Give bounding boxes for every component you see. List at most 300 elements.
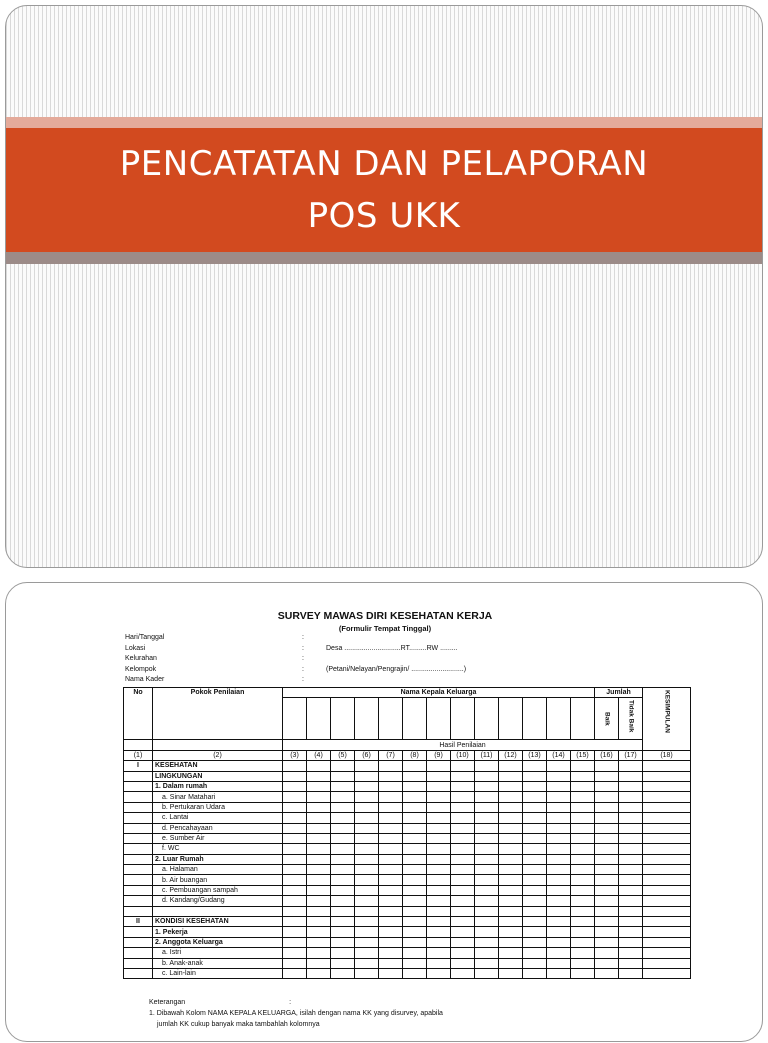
entry-cell[interactable] [547,875,571,885]
entry-cell[interactable] [619,771,643,781]
entry-cell[interactable] [571,844,595,854]
entry-cell[interactable] [427,906,451,916]
entry-cell[interactable] [283,968,307,978]
entry-cell[interactable] [595,906,619,916]
entry-cell[interactable] [547,771,571,781]
entry-cell[interactable] [355,761,379,771]
entry-cell[interactable] [331,761,355,771]
entry-cell[interactable] [475,906,499,916]
entry-cell[interactable] [427,958,451,968]
entry-cell[interactable] [355,854,379,864]
entry-cell[interactable] [307,844,331,854]
entry-cell[interactable] [355,833,379,843]
entry-cell[interactable] [643,927,691,937]
entry-cell[interactable] [307,927,331,937]
entry-cell[interactable] [355,792,379,802]
entry-cell[interactable] [595,885,619,895]
entry-cell[interactable] [571,948,595,958]
entry-cell[interactable] [595,937,619,947]
entry-cell[interactable] [451,896,475,906]
entry-cell[interactable] [499,865,523,875]
entry-cell[interactable] [283,813,307,823]
entry-cell[interactable] [451,792,475,802]
entry-cell[interactable] [427,875,451,885]
entry-cell[interactable] [355,844,379,854]
entry-cell[interactable] [475,833,499,843]
entry-cell[interactable] [283,885,307,895]
entry-cell[interactable] [427,927,451,937]
entry-cell[interactable] [523,823,547,833]
entry-cell[interactable] [451,771,475,781]
entry-cell[interactable] [403,781,427,791]
entry-cell[interactable] [547,823,571,833]
entry-cell[interactable] [523,937,547,947]
entry-cell[interactable] [475,948,499,958]
entry-cell[interactable] [643,761,691,771]
entry-cell[interactable] [427,865,451,875]
entry-cell[interactable] [571,813,595,823]
entry-cell[interactable] [355,896,379,906]
entry-cell[interactable] [619,761,643,771]
entry-cell[interactable] [355,927,379,937]
entry-cell[interactable] [499,833,523,843]
entry-cell[interactable] [427,813,451,823]
entry-cell[interactable] [379,968,403,978]
entry-cell[interactable] [451,844,475,854]
entry-cell[interactable] [403,802,427,812]
entry-cell[interactable] [571,781,595,791]
entry-cell[interactable] [475,875,499,885]
entry-cell[interactable] [475,771,499,781]
entry-cell[interactable] [523,854,547,864]
entry-cell[interactable] [619,865,643,875]
entry-cell[interactable] [403,761,427,771]
entry-cell[interactable] [475,823,499,833]
entry-cell[interactable] [523,813,547,823]
entry-cell[interactable] [619,948,643,958]
entry-cell[interactable] [307,792,331,802]
entry-cell[interactable] [379,823,403,833]
entry-cell[interactable] [331,792,355,802]
entry-cell[interactable] [283,948,307,958]
entry-cell[interactable] [475,885,499,895]
entry-cell[interactable] [499,771,523,781]
entry-cell[interactable] [403,854,427,864]
entry-cell[interactable] [499,844,523,854]
entry-cell[interactable] [595,854,619,864]
entry-cell[interactable] [547,917,571,927]
entry-cell[interactable] [475,927,499,937]
entry-cell[interactable] [331,823,355,833]
entry-cell[interactable] [547,896,571,906]
entry-cell[interactable] [379,813,403,823]
entry-cell[interactable] [403,896,427,906]
entry-cell[interactable] [547,844,571,854]
entry-cell[interactable] [547,937,571,947]
entry-cell[interactable] [379,771,403,781]
entry-cell[interactable] [619,885,643,895]
entry-cell[interactable] [619,958,643,968]
entry-cell[interactable] [283,865,307,875]
entry-cell[interactable] [283,802,307,812]
entry-cell[interactable] [403,968,427,978]
entry-cell[interactable] [571,833,595,843]
entry-cell[interactable] [475,761,499,771]
entry-cell[interactable] [307,937,331,947]
entry-cell[interactable] [523,927,547,937]
entry-cell[interactable] [499,854,523,864]
entry-cell[interactable] [403,927,427,937]
entry-cell[interactable] [475,937,499,947]
entry-cell[interactable] [643,833,691,843]
entry-cell[interactable] [547,865,571,875]
entry-cell[interactable] [379,937,403,947]
entry-cell[interactable] [355,948,379,958]
entry-cell[interactable] [283,896,307,906]
entry-cell[interactable] [571,917,595,927]
entry-cell[interactable] [619,927,643,937]
entry-cell[interactable] [307,917,331,927]
entry-cell[interactable] [499,823,523,833]
entry-cell[interactable] [331,833,355,843]
entry-cell[interactable] [451,833,475,843]
entry-cell[interactable] [355,875,379,885]
entry-cell[interactable] [499,885,523,895]
entry-cell[interactable] [595,802,619,812]
entry-cell[interactable] [475,792,499,802]
entry-cell[interactable] [619,781,643,791]
entry-cell[interactable] [451,854,475,864]
entry-cell[interactable] [307,906,331,916]
entry-cell[interactable] [451,927,475,937]
entry-cell[interactable] [379,958,403,968]
entry-cell[interactable] [595,781,619,791]
entry-cell[interactable] [379,833,403,843]
entry-cell[interactable] [643,781,691,791]
entry-cell[interactable] [283,854,307,864]
entry-cell[interactable] [523,875,547,885]
entry-cell[interactable] [283,833,307,843]
entry-cell[interactable] [331,844,355,854]
entry-cell[interactable] [307,833,331,843]
entry-cell[interactable] [643,906,691,916]
entry-cell[interactable] [595,844,619,854]
entry-cell[interactable] [595,958,619,968]
entry-cell[interactable] [355,823,379,833]
entry-cell[interactable] [643,802,691,812]
entry-cell[interactable] [547,854,571,864]
entry-cell[interactable] [571,958,595,968]
entry-cell[interactable] [379,844,403,854]
entry-cell[interactable] [523,896,547,906]
entry-cell[interactable] [547,948,571,958]
entry-cell[interactable] [499,802,523,812]
entry-cell[interactable] [547,968,571,978]
entry-cell[interactable] [307,958,331,968]
entry-cell[interactable] [571,823,595,833]
entry-cell[interactable] [619,896,643,906]
entry-cell[interactable] [499,906,523,916]
entry-cell[interactable] [403,906,427,916]
entry-cell[interactable] [379,885,403,895]
entry-cell[interactable] [523,865,547,875]
entry-cell[interactable] [283,771,307,781]
entry-cell[interactable] [547,927,571,937]
entry-cell[interactable] [547,833,571,843]
entry-cell[interactable] [355,802,379,812]
entry-cell[interactable] [571,885,595,895]
entry-cell[interactable] [403,833,427,843]
entry-cell[interactable] [451,917,475,927]
entry-cell[interactable] [355,813,379,823]
entry-cell[interactable] [331,865,355,875]
entry-cell[interactable] [307,875,331,885]
entry-cell[interactable] [643,823,691,833]
entry-cell[interactable] [499,813,523,823]
entry-cell[interactable] [475,958,499,968]
entry-cell[interactable] [379,875,403,885]
entry-cell[interactable] [307,885,331,895]
entry-cell[interactable] [571,771,595,781]
entry-cell[interactable] [427,948,451,958]
entry-cell[interactable] [475,917,499,927]
entry-cell[interactable] [619,875,643,885]
entry-cell[interactable] [499,968,523,978]
entry-cell[interactable] [571,896,595,906]
entry-cell[interactable] [451,885,475,895]
entry-cell[interactable] [307,865,331,875]
entry-cell[interactable] [451,948,475,958]
entry-cell[interactable] [595,875,619,885]
entry-cell[interactable] [643,875,691,885]
entry-cell[interactable] [307,771,331,781]
entry-cell[interactable] [307,802,331,812]
entry-cell[interactable] [619,906,643,916]
entry-cell[interactable] [331,813,355,823]
entry-cell[interactable] [451,781,475,791]
entry-cell[interactable] [283,958,307,968]
entry-cell[interactable] [355,771,379,781]
entry-cell[interactable] [643,854,691,864]
entry-cell[interactable] [403,792,427,802]
entry-cell[interactable] [283,823,307,833]
entry-cell[interactable] [307,813,331,823]
entry-cell[interactable] [619,968,643,978]
entry-cell[interactable] [355,885,379,895]
entry-cell[interactable] [595,968,619,978]
entry-cell[interactable] [283,761,307,771]
entry-cell[interactable] [643,958,691,968]
entry-cell[interactable] [643,896,691,906]
entry-cell[interactable] [331,854,355,864]
entry-cell[interactable] [283,906,307,916]
entry-cell[interactable] [427,781,451,791]
entry-cell[interactable] [571,792,595,802]
entry-cell[interactable] [427,761,451,771]
entry-cell[interactable] [403,917,427,927]
entry-cell[interactable] [523,958,547,968]
entry-cell[interactable] [379,781,403,791]
entry-cell[interactable] [643,771,691,781]
entry-cell[interactable] [571,761,595,771]
entry-cell[interactable] [523,844,547,854]
entry-cell[interactable] [283,937,307,947]
entry-cell[interactable] [523,792,547,802]
entry-cell[interactable] [523,906,547,916]
entry-cell[interactable] [403,823,427,833]
entry-cell[interactable] [571,968,595,978]
entry-cell[interactable] [427,937,451,947]
entry-cell[interactable] [451,802,475,812]
entry-cell[interactable] [355,917,379,927]
entry-cell[interactable] [595,833,619,843]
entry-cell[interactable] [331,896,355,906]
entry-cell[interactable] [547,906,571,916]
entry-cell[interactable] [523,761,547,771]
entry-cell[interactable] [331,885,355,895]
entry-cell[interactable] [283,927,307,937]
entry-cell[interactable] [475,844,499,854]
entry-cell[interactable] [403,844,427,854]
entry-cell[interactable] [643,937,691,947]
entry-cell[interactable] [427,833,451,843]
entry-cell[interactable] [499,927,523,937]
entry-cell[interactable] [619,844,643,854]
entry-cell[interactable] [355,781,379,791]
entry-cell[interactable] [523,917,547,927]
entry-cell[interactable] [643,917,691,927]
entry-cell[interactable] [547,761,571,771]
entry-cell[interactable] [499,896,523,906]
entry-cell[interactable] [619,917,643,927]
entry-cell[interactable] [355,968,379,978]
entry-cell[interactable] [475,854,499,864]
entry-cell[interactable] [523,802,547,812]
entry-cell[interactable] [379,865,403,875]
entry-cell[interactable] [547,813,571,823]
entry-cell[interactable] [571,802,595,812]
entry-cell[interactable] [499,792,523,802]
entry-cell[interactable] [475,813,499,823]
entry-cell[interactable] [475,781,499,791]
entry-cell[interactable] [619,792,643,802]
entry-cell[interactable] [499,948,523,958]
entry-cell[interactable] [451,865,475,875]
entry-cell[interactable] [403,771,427,781]
entry-cell[interactable] [499,781,523,791]
entry-cell[interactable] [619,802,643,812]
entry-cell[interactable] [451,968,475,978]
entry-cell[interactable] [499,761,523,771]
entry-cell[interactable] [331,948,355,958]
entry-cell[interactable] [355,958,379,968]
entry-cell[interactable] [523,771,547,781]
entry-cell[interactable] [451,813,475,823]
entry-cell[interactable] [283,917,307,927]
entry-cell[interactable] [331,802,355,812]
entry-cell[interactable] [643,792,691,802]
entry-cell[interactable] [451,958,475,968]
entry-cell[interactable] [403,937,427,947]
entry-cell[interactable] [427,885,451,895]
entry-cell[interactable] [595,896,619,906]
entry-cell[interactable] [355,906,379,916]
entry-cell[interactable] [619,854,643,864]
entry-cell[interactable] [451,937,475,947]
entry-cell[interactable] [475,865,499,875]
entry-cell[interactable] [523,885,547,895]
entry-cell[interactable] [379,948,403,958]
entry-cell[interactable] [283,875,307,885]
entry-cell[interactable] [619,937,643,947]
entry-cell[interactable] [451,761,475,771]
entry-cell[interactable] [427,802,451,812]
entry-cell[interactable] [427,854,451,864]
entry-cell[interactable] [331,875,355,885]
entry-cell[interactable] [619,813,643,823]
entry-cell[interactable] [283,792,307,802]
entry-cell[interactable] [547,885,571,895]
entry-cell[interactable] [547,781,571,791]
entry-cell[interactable] [283,844,307,854]
entry-cell[interactable] [379,802,403,812]
entry-cell[interactable] [307,823,331,833]
entry-cell[interactable] [451,823,475,833]
entry-cell[interactable] [571,865,595,875]
entry-cell[interactable] [619,823,643,833]
entry-cell[interactable] [499,917,523,927]
entry-cell[interactable] [403,885,427,895]
entry-cell[interactable] [379,896,403,906]
entry-cell[interactable] [307,854,331,864]
entry-cell[interactable] [307,948,331,958]
entry-cell[interactable] [475,802,499,812]
entry-cell[interactable] [595,948,619,958]
entry-cell[interactable] [595,927,619,937]
entry-cell[interactable] [427,823,451,833]
entry-cell[interactable] [547,802,571,812]
entry-cell[interactable] [307,781,331,791]
entry-cell[interactable] [595,865,619,875]
entry-cell[interactable] [379,761,403,771]
entry-cell[interactable] [379,854,403,864]
entry-cell[interactable] [427,792,451,802]
entry-cell[interactable] [283,781,307,791]
entry-cell[interactable] [379,906,403,916]
entry-cell[interactable] [379,917,403,927]
entry-cell[interactable] [547,958,571,968]
entry-cell[interactable] [427,896,451,906]
entry-cell[interactable] [595,813,619,823]
entry-cell[interactable] [571,854,595,864]
entry-cell[interactable] [523,833,547,843]
entry-cell[interactable] [355,865,379,875]
entry-cell[interactable] [499,958,523,968]
entry-cell[interactable] [403,875,427,885]
entry-cell[interactable] [499,875,523,885]
entry-cell[interactable] [403,865,427,875]
entry-cell[interactable] [379,927,403,937]
entry-cell[interactable] [331,781,355,791]
entry-cell[interactable] [643,813,691,823]
entry-cell[interactable] [307,761,331,771]
entry-cell[interactable] [427,771,451,781]
entry-cell[interactable] [595,771,619,781]
entry-cell[interactable] [475,896,499,906]
entry-cell[interactable] [403,948,427,958]
entry-cell[interactable] [523,781,547,791]
entry-cell[interactable] [451,875,475,885]
